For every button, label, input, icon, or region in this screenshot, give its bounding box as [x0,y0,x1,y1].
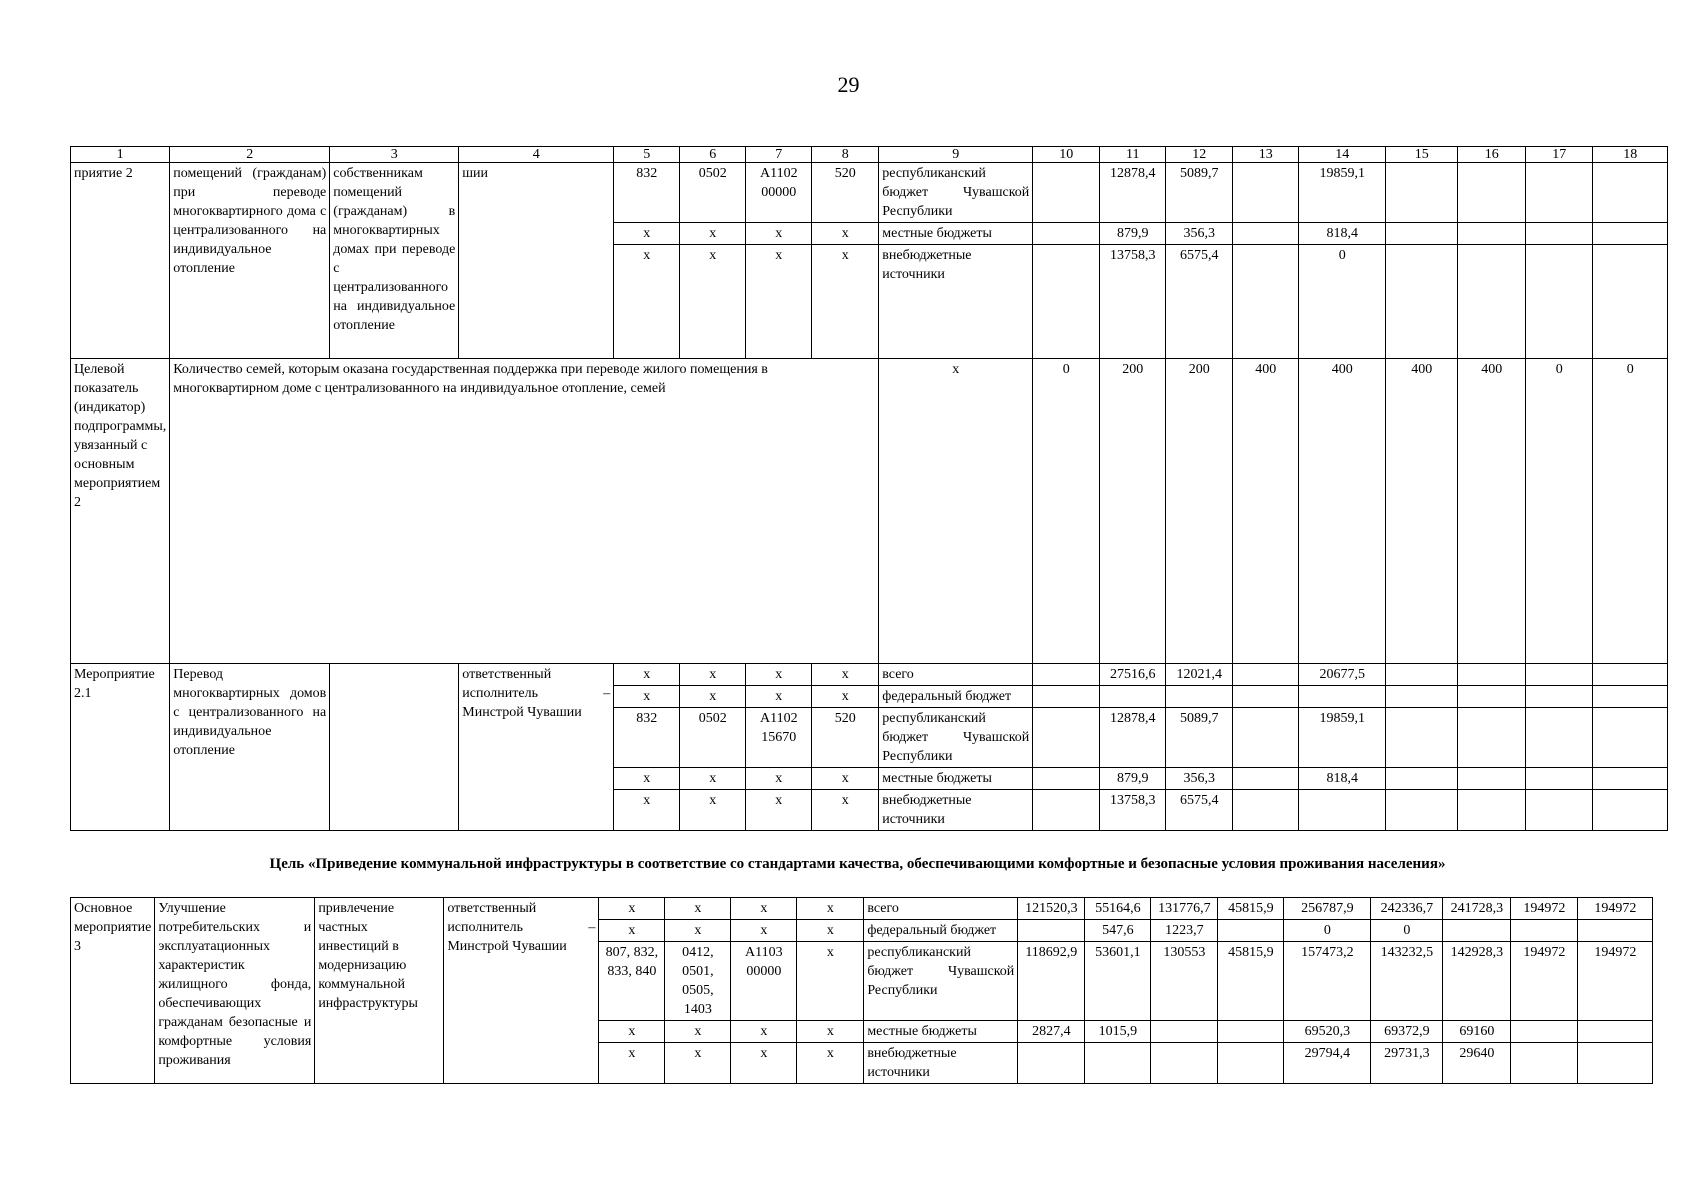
cell-csr: х [746,686,812,708]
cell-source: внебюджетные источники [864,1043,1018,1084]
cell-value: 45815,9 [1218,898,1284,920]
cell-vr: х [812,768,879,790]
cell-value: 19859,1 [1299,163,1386,223]
cell-value: 0 [1284,920,1371,942]
cell-executor: шии [459,163,614,359]
cell-vr: х [797,1021,864,1043]
table-row [71,359,1668,664]
cell-source: республиканский бюджет Чувашской Республики [864,942,1018,1021]
cell-csr: х [746,664,812,686]
page-number: 29 [837,72,860,97]
cell-value [1458,686,1526,708]
cell-source: федеральный бюджет [879,686,1033,708]
cell-rz-pr: х [680,686,746,708]
cell-value [1033,223,1100,245]
cell-value: 27516,6 [1100,664,1166,686]
cell-source: х [879,359,1033,664]
cell-measure-title: Улучшение потребительских и эксплуатационных характеристик жилищного фонда, обеспечивающих гражданам безопасные и комфортные условия проживания [155,898,315,1084]
cell-value: 69520,3 [1284,1021,1371,1043]
cell-rz-pr: 0502 [680,163,746,223]
cell-value: 400 [1299,359,1386,664]
cell-value [1458,245,1526,359]
cell-csr: х [731,1021,797,1043]
column-number: 8 [812,147,879,163]
cell-value: 256787,9 [1284,898,1371,920]
cell-value: 547,6 [1085,920,1151,942]
cell-grbs: х [614,768,680,790]
cell-goal-task [330,664,459,831]
cell-value [1233,708,1299,768]
cell-vr: х [812,664,879,686]
cell-vr: х [812,245,879,359]
cell-grbs: 832 [614,708,680,768]
cell-value [1386,223,1458,245]
cell-value [1018,1043,1085,1084]
cell-value: 879,9 [1100,768,1166,790]
cell-measure-name: приятие 2 [71,163,170,359]
cell-vr: х [797,920,864,942]
column-number: 2 [170,147,330,163]
column-number: 13 [1233,147,1299,163]
cell-csr: х [731,898,797,920]
cell-value [1593,223,1668,245]
cell-value [1593,790,1668,831]
cell-goal-task: привлечение частных инвестиций в модернизацию коммунальной инфраструктуры [315,898,444,1084]
cell-vr: х [797,1043,864,1084]
cell-source: всего [864,898,1018,920]
cell-value [1511,1043,1578,1084]
cell-value: 118692,9 [1018,942,1085,1021]
column-number: 4 [459,147,614,163]
cell-value [1458,768,1526,790]
cell-value [1386,664,1458,686]
cell-value: 400 [1458,359,1526,664]
cell-rz-pr: х [665,920,731,942]
cell-source: республиканский бюджет Чувашской Республики [879,163,1033,223]
cell-value [1233,223,1299,245]
cell-measure-name: Основное мероприятие 3 [71,898,155,1084]
cell-value [1386,245,1458,359]
cell-value [1018,920,1085,942]
cell-value: 194972 [1578,898,1653,920]
header-row-body [71,147,1668,163]
cell-value: 13758,3 [1100,790,1166,831]
column-number: 16 [1458,147,1526,163]
cell-value: 157473,2 [1284,942,1371,1021]
cell-source: всего [879,664,1033,686]
cell-grbs: х [599,898,665,920]
cell-value [1578,1043,1653,1084]
cell-value [1033,245,1100,359]
cell-source: внебюджетные источники [879,245,1033,359]
cell-source: внебюджетные источники [879,790,1033,831]
cell-goal-task: собственникам помещений (гражданам) в многоквартирных домах при переводе с централизованного на индивидуальное отопление [330,163,459,359]
cell-grbs: х [599,920,665,942]
column-number: 7 [746,147,812,163]
cell-value: 12021,4 [1166,664,1233,686]
cell-value: 241728,3 [1443,898,1511,920]
block-indicator [71,359,1668,664]
cell-value [1526,223,1593,245]
cell-value: 0 [1371,920,1443,942]
column-number: 9 [879,147,1033,163]
cell-grbs: х [614,790,680,831]
cell-value: 818,4 [1299,223,1386,245]
cell-value: 0 [1593,359,1668,664]
cell-value [1033,768,1100,790]
cell-value [1593,686,1668,708]
column-number: 5 [614,147,680,163]
cell-value: 121520,3 [1018,898,1085,920]
cell-rz-pr: х [680,664,746,686]
cell-value: 356,3 [1166,768,1233,790]
table-row [71,664,1668,686]
cell-value [1386,790,1458,831]
cell-value [1458,163,1526,223]
cell-value [1526,664,1593,686]
cell-value: 69372,9 [1371,1021,1443,1043]
cell-value [1033,163,1100,223]
cell-value: 13758,3 [1100,245,1166,359]
cell-value [1085,1043,1151,1084]
cell-value [1511,1021,1578,1043]
cell-value [1299,686,1386,708]
cell-value: 69160 [1443,1021,1511,1043]
cell-value [1033,708,1100,768]
cell-rz-pr: 0502 [680,708,746,768]
cell-value [1511,920,1578,942]
cell-csr: х [746,790,812,831]
cell-vr: 520 [812,708,879,768]
cell-value [1593,163,1668,223]
cell-csr: х [746,245,812,359]
cell-value [1218,1043,1284,1084]
cell-grbs: 832 [614,163,680,223]
cell-rz-pr: 0412, 0501, 0505, 1403 [665,942,731,1021]
cell-value [1233,790,1299,831]
column-number: 3 [330,147,459,163]
cell-value [1526,790,1593,831]
cell-value [1458,708,1526,768]
cell-vr: 520 [812,163,879,223]
column-number: 11 [1100,147,1166,163]
cell-value: 200 [1166,359,1233,664]
block-measure-2 [71,163,1668,359]
cell-value: 194972 [1511,942,1578,1021]
cell-value: 1015,9 [1085,1021,1151,1043]
cell-csr: х [731,920,797,942]
cell-value: 143232,5 [1371,942,1443,1021]
cell-value: 130553 [1151,942,1218,1021]
cell-csr: А1102 00000 [746,163,812,223]
cell-value: 5089,7 [1166,163,1233,223]
cell-value [1593,768,1668,790]
budget-table [70,146,1668,831]
cell-value [1218,920,1284,942]
cell-executor: ответственный исполнитель – Минстрой Чувашии [459,664,614,831]
cell-value [1578,920,1653,942]
column-number: 14 [1299,147,1386,163]
cell-indicator-label: Целевой показатель (индикатор) подпрограммы, увязанный с основным мероприятием 2 [71,359,170,664]
cell-value: 29794,4 [1284,1043,1371,1084]
table-row [71,898,1653,920]
cell-value [1233,163,1299,223]
cell-grbs: х [599,1021,665,1043]
cell-value: 131776,7 [1151,898,1218,920]
column-number: 18 [1593,147,1668,163]
cell-value [1166,686,1233,708]
column-number: 17 [1526,147,1593,163]
cell-value [1458,790,1526,831]
cell-value [1386,686,1458,708]
cell-value: 194972 [1578,942,1653,1021]
cell-value [1526,163,1593,223]
cell-value [1233,245,1299,359]
cell-value: 242336,7 [1371,898,1443,920]
cell-grbs: х [599,1043,665,1084]
cell-indicator-text: Количество семей, которым оказана государственная поддержка при переводе жилого помещения в многоквартирном доме с централизованного на индивидуальное отопление, семей [170,359,879,664]
cell-measure-name: Мероприятие 2.1 [71,664,170,831]
cell-rz-pr: х [680,245,746,359]
cell-value [1033,790,1100,831]
cell-value: 29731,3 [1371,1043,1443,1084]
cell-rz-pr: х [665,1021,731,1043]
cell-rz-pr: х [680,223,746,245]
cell-value: 2827,4 [1018,1021,1085,1043]
column-number-row [71,147,1668,163]
cell-value [1526,768,1593,790]
cell-value [1578,1021,1653,1043]
cell-value: 53601,1 [1085,942,1151,1021]
cell-value [1458,664,1526,686]
cell-value: 200 [1100,359,1166,664]
cell-value: 12878,4 [1100,708,1166,768]
cell-vr: х [812,790,879,831]
cell-value: 6575,4 [1166,790,1233,831]
cell-csr: А1102 15670 [746,708,812,768]
cell-value: 818,4 [1299,768,1386,790]
cell-value: 0 [1526,359,1593,664]
cell-value [1526,245,1593,359]
cell-value: 5089,7 [1166,708,1233,768]
cell-source: местные бюджеты [879,768,1033,790]
cell-grbs: х [614,686,680,708]
cell-value: 45815,9 [1218,942,1284,1021]
cell-value [1151,1021,1218,1043]
cell-value [1593,245,1668,359]
cell-value [1218,1021,1284,1043]
cell-value [1033,686,1100,708]
cell-source: местные бюджеты [864,1021,1018,1043]
column-number: 1 [71,147,170,163]
cell-value: 356,3 [1166,223,1233,245]
cell-source: федеральный бюджет [864,920,1018,942]
cell-value: 194972 [1511,898,1578,920]
column-number: 6 [680,147,746,163]
cell-grbs: 807, 832, 833, 840 [599,942,665,1021]
cell-value [1386,768,1458,790]
cell-rz-pr: х [680,790,746,831]
cell-value: 12878,4 [1100,163,1166,223]
cell-value: 0 [1033,359,1100,664]
cell-value [1386,708,1458,768]
cell-vr: х [797,942,864,1021]
cell-value [1033,664,1100,686]
cell-vr: х [812,223,879,245]
cell-value [1233,686,1299,708]
cell-executor: ответственный исполнитель – Минстрой Чувашии [444,898,599,1084]
cell-value [1593,708,1668,768]
cell-rz-pr: х [665,1043,731,1084]
cell-source: республиканский бюджет Чувашской Республики [879,708,1033,768]
cell-grbs: х [614,664,680,686]
column-number: 15 [1386,147,1458,163]
cell-value: 0 [1299,245,1386,359]
cell-value [1299,790,1386,831]
cell-value [1458,223,1526,245]
block-measure-2-1 [71,664,1668,831]
cell-value: 6575,4 [1166,245,1233,359]
cell-csr: А1103 00000 [731,942,797,1021]
column-number: 12 [1166,147,1233,163]
cell-grbs: х [614,223,680,245]
cell-value [1593,664,1668,686]
cell-vr: х [797,898,864,920]
cell-value [1526,708,1593,768]
cell-value: 400 [1386,359,1458,664]
goal-heading: Цель «Приведение коммунальной инфраструктуры в соответствие со стандартами качества, обеспечивающими комфортные и безопасные условия проживания населения» [269,856,1446,872]
budget-table-continued [70,897,1653,1084]
cell-value [1526,686,1593,708]
cell-grbs: х [614,245,680,359]
cell-value: 879,9 [1100,223,1166,245]
cell-measure-title: помещений (гражданам) при переводе многоквартирного дома с централизованного на индивидуальное отопление [170,163,330,359]
cell-csr: х [746,768,812,790]
cell-value: 55164,6 [1085,898,1151,920]
cell-value: 20677,5 [1299,664,1386,686]
cell-value [1151,1043,1218,1084]
table-row [71,163,1668,223]
cell-value [1100,686,1166,708]
cell-source: местные бюджеты [879,223,1033,245]
cell-value: 1223,7 [1151,920,1218,942]
cell-value: 142928,3 [1443,942,1511,1021]
cell-vr: х [812,686,879,708]
column-number: 10 [1033,147,1100,163]
cell-rz-pr: х [680,768,746,790]
cell-value [1443,920,1511,942]
cell-csr: х [731,1043,797,1084]
cell-value: 400 [1233,359,1299,664]
cell-csr: х [746,223,812,245]
cell-rz-pr: х [665,898,731,920]
cell-value: 29640 [1443,1043,1511,1084]
cell-value [1233,768,1299,790]
block-measure-3 [71,898,1653,1084]
cell-value [1386,163,1458,223]
cell-value: 19859,1 [1299,708,1386,768]
cell-measure-title: Перевод многоквартирных домов с централизованного на индивидуальное отопление [170,664,330,831]
cell-value [1233,664,1299,686]
